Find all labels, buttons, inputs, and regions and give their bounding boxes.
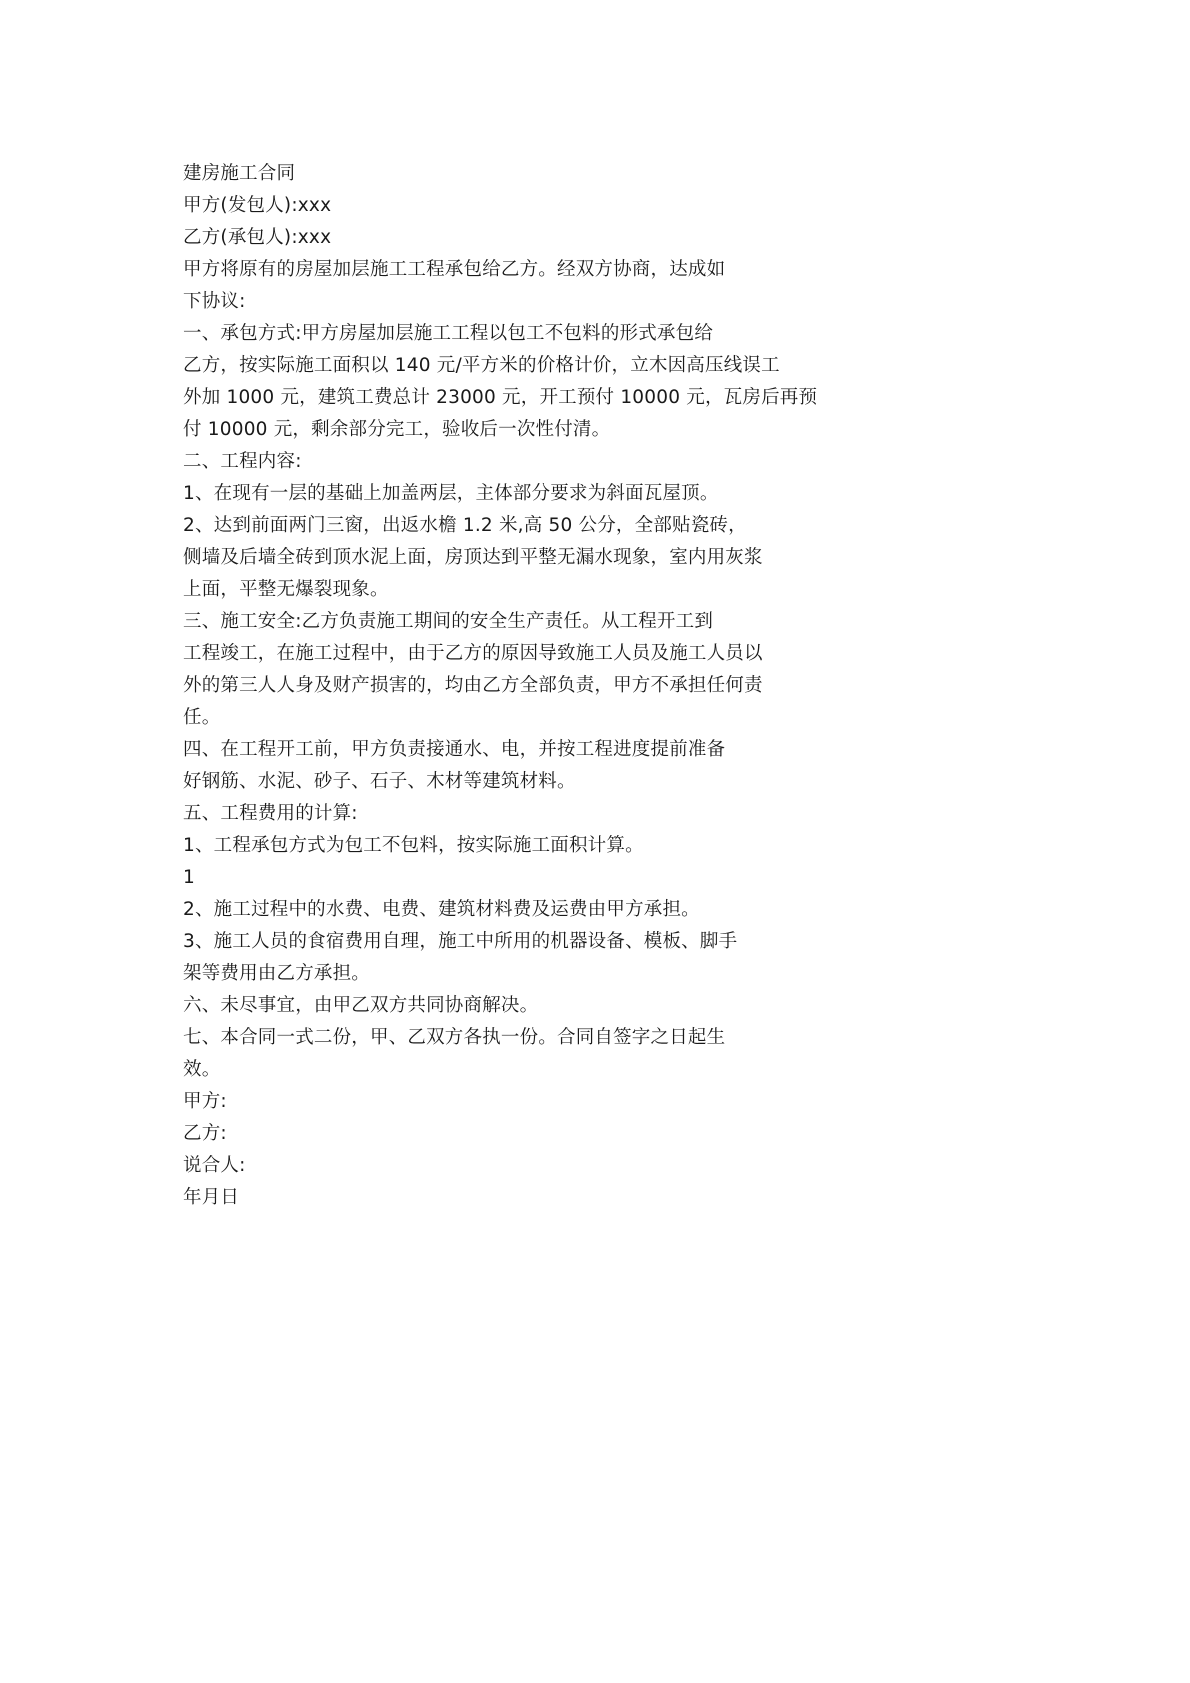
party-b-line: 乙方(承包人):xxx bbox=[183, 227, 332, 248]
clause-1-line: 外加 1000 元，建筑工费总计 23000 元，开工预付 10000 元，瓦房后再预 bbox=[183, 387, 818, 408]
clause-7-line: 七、本合同一式二份，甲、乙双方各执一份。合同自签字之日起生 bbox=[183, 1027, 726, 1048]
party-a-line: 甲方(发包人):xxx bbox=[183, 195, 332, 216]
clause-2-item: 侧墙及后墙全砖到顶水泥上面，房顶达到平整无漏水现象，室内用灰浆 bbox=[183, 547, 763, 568]
clause-6-line: 六、未尽事宜，由甲乙双方共同协商解决。 bbox=[183, 995, 539, 1016]
clause-5-item: 2、施工过程中的水费、电费、建筑材料费及运费由甲方承担。 bbox=[183, 899, 700, 920]
signature-party-a: 甲方: bbox=[183, 1091, 227, 1112]
preamble-line: 甲方将原有的房屋加层施工工程承包给乙方。经双方协商，达成如 bbox=[183, 259, 726, 280]
clause-2-heading: 二、工程内容: bbox=[183, 451, 302, 472]
signature-mediator: 说合人: bbox=[183, 1155, 246, 1176]
clause-4-line: 好钢筋、水泥、砂子、石子、木材等建筑材料。 bbox=[183, 771, 576, 792]
clause-3-line: 任。 bbox=[183, 707, 221, 728]
document-title: 建房施工合同 bbox=[183, 163, 296, 184]
clause-7-line: 效。 bbox=[183, 1059, 221, 1080]
clause-2-item: 1、在现有一层的基础上加盖两层，主体部分要求为斜面瓦屋顶。 bbox=[183, 483, 719, 504]
signature-date: 年月日 bbox=[183, 1187, 240, 1208]
clause-5-heading: 五、工程费用的计算: bbox=[183, 803, 358, 824]
clause-1-line: 付 10000 元，剩余部分完工，验收后一次性付清。 bbox=[183, 419, 611, 440]
clause-5-item: 1、工程承包方式为包工不包料，按实际施工面积计算。 bbox=[183, 835, 644, 856]
clause-2-item: 上面，平整无爆裂现象。 bbox=[183, 579, 389, 600]
clause-1-line: 乙方，按实际施工面积以 140 元/平方米的价格计价，立木因高压线误工 bbox=[183, 355, 780, 376]
clause-1-line: 一、承包方式:甲方房屋加层施工工程以包工不包料的形式承包给 bbox=[183, 323, 714, 344]
clause-3-line: 外的第三人人身及财产损害的，均由乙方全部负责，甲方不承担任何责 bbox=[183, 675, 763, 696]
contract-body bbox=[183, 158, 863, 1214]
clause-3-line: 工程竣工，在施工过程中，由于乙方的原因导致施工人员及施工人员以 bbox=[183, 643, 763, 664]
clause-3-line: 三、施工安全:乙方负责施工期间的安全生产责任。从工程开工到 bbox=[183, 611, 714, 632]
signature-party-b: 乙方: bbox=[183, 1123, 227, 1144]
clause-5-item: 3、施工人员的食宿费用自理，施工中所用的机器设备、模板、脚手 bbox=[183, 931, 738, 952]
clause-4-line: 四、在工程开工前，甲方负责接通水、电，并按工程进度提前准备 bbox=[183, 739, 726, 760]
page-number: 1 bbox=[183, 867, 195, 888]
clause-2-item: 2、达到前面两门三窗，出返水檐 1.2 米,高 50 公分，全部贴瓷砖， bbox=[183, 515, 747, 536]
clause-5-item: 架等费用由乙方承担。 bbox=[183, 963, 371, 984]
preamble-line: 下协议: bbox=[183, 291, 246, 312]
